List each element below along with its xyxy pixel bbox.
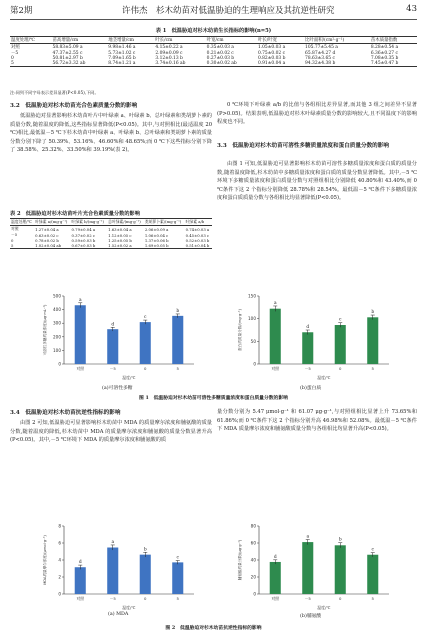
- fig1a-y-tick-label: 400: [53, 307, 61, 313]
- table1-cell: 5.73±1.02 c: [108, 50, 136, 56]
- table2-cell: 1.52±0.02 a: [108, 243, 132, 248]
- fig1a-significance-letter: d: [111, 322, 115, 328]
- page-number: 43: [406, 4, 417, 14]
- fig2a-bar: [107, 548, 118, 594]
- fig2b-significance-letter: d: [273, 554, 277, 560]
- fig1a-significance-letter: a: [78, 297, 82, 303]
- table1-cell: 105.77±5.45 a: [305, 44, 338, 50]
- fig2b-y-label: 脯氨酸质量分数/(μg·g⁻¹): [238, 539, 242, 581]
- fig2a-bar: [75, 567, 86, 594]
- fig1b-svg: [235, 290, 395, 382]
- fig2a-significance-letter: c: [176, 555, 179, 561]
- table1-caption: 表 1 低温胁迫对杉木幼苗生长指标的影响(n=5): [155, 28, 272, 34]
- section-3-2-text: 低温胁迫对显著影响杉木幼苗叶片中叶绿素 a、叶绿素 b、总叶绿素和类胡萝卜素的质量分数,随着温度的降低,这些指标显著降低(P<0.05)。其中,与对照相比(最适温度 20 ℃)相比,最低温－5 ℃下杉木幼苗中叶绿素 a、叶绿素 b、总叶绿素和类胡萝卜素的质量分数分别下降了 50.39%、53.16%、46.60%和 48.65%;而 0 ℃下这些指标分别下降了 38.58%、25.32%、33.50%和 39.19%(表 2)。: [10, 113, 212, 154]
- table2-cell: 5: [11, 243, 14, 248]
- table1-cell: 8.28±0.54 a: [370, 44, 399, 50]
- fig1b-significance-letter: a: [273, 300, 277, 306]
- table1-cell: 0.35±0.03 a: [206, 44, 234, 50]
- table1-cell: 7.45±0.47 b: [370, 61, 399, 66]
- fig2b-svg: [235, 520, 395, 612]
- fig2a-x-tick-label: 0: [144, 596, 147, 601]
- table2-header-cell: 总叶绿素/(mg·g⁻¹): [107, 219, 144, 226]
- fig1b-x-tick-label: 0: [339, 366, 342, 371]
- fig1b-x-tick-label: 5: [371, 366, 374, 371]
- section-3-4-heading: 3.4 低温胁迫对杉木幼苗抗逆性指标的影响: [10, 410, 121, 416]
- table1-cell: 0.30±0.02 ab: [206, 61, 237, 66]
- fig1a-y-tick-label: 300: [53, 320, 61, 326]
- table1-cell: 9.98±1.46 a: [108, 44, 136, 50]
- table1-header-cell: 苗高增量/cm: [52, 37, 108, 44]
- table2-cell: 对照: [11, 226, 19, 231]
- fig2b-subcaption: (b)脯氨酸: [300, 614, 322, 619]
- table1-header-cell: 比叶面积/(cm²·g⁻¹): [304, 37, 370, 44]
- fig2b-x-label: 温度/℃: [317, 605, 331, 610]
- fig1b-y-tick-label: 0: [253, 361, 256, 367]
- fig2b-x-tick-label: －5: [304, 596, 311, 601]
- fig2a-significance-letter: a: [111, 539, 115, 545]
- table2-cell: 0.37±0.02 c: [71, 232, 95, 238]
- fig2a-significance-letter: d: [78, 560, 82, 566]
- table2-cell: 1.37±0.06 b: [144, 238, 169, 243]
- table2-cell: 0.74±0.03 a: [185, 226, 210, 232]
- fig2b-y-tick-label: 40: [250, 557, 256, 563]
- table1-cell: 3.12±0.13 b: [155, 56, 183, 61]
- table2-cell: 0.51±0.04 b: [185, 243, 210, 248]
- fig1a-bar: [172, 316, 183, 364]
- section-3-4-text: 由图 2 可知,低温胁迫可显著影响杉木幼苗中 MDA 的质量摩尔浓度和脯氨酸的质量分数,随着温度的降低,杉木幼苗中 MDA 的质量摩尔浓度和脯氨酸的质量分数显著升高(P<0.05)。其中,－5 ℃环境下 MDA 的质量摩尔浓度和脯氨酸的质: [10, 420, 212, 444]
- fig2a-significance-letter: b: [143, 547, 147, 553]
- fig2a-svg: [40, 520, 200, 612]
- table1-header-cell: 苗木质量指数: [370, 37, 417, 44]
- table2-header-cell: 叶绿素 a/b: [185, 219, 212, 226]
- fig2a-subcaption: (a) MDA: [108, 612, 129, 617]
- fig1b-x-label: 温度/℃: [317, 375, 331, 380]
- fig2b-bar: [270, 562, 281, 594]
- fig2b-significance-letter: a: [306, 534, 310, 540]
- table2-cell: 1.69±0.05 b: [144, 243, 169, 248]
- fig2b-bar: [367, 555, 378, 594]
- table1-cell: 0.27±0.03 b: [206, 56, 235, 61]
- fig2a-y-tick-label: 6: [58, 540, 61, 546]
- table1-cell: －5: [11, 51, 19, 56]
- table2-cell: 0.59±0.03 b: [71, 238, 96, 243]
- table1-cell: 47.37±2.55 c: [52, 50, 83, 56]
- table2-caption: 表 2 低温胁迫对杉木幼苗叶片光合色素质量分数的影响: [10, 211, 140, 217]
- table2-cell: 1.25±0.05 b: [108, 238, 132, 243]
- table2-header-cell: 类胡萝卜素/(mg·g⁻¹): [144, 219, 185, 226]
- table1-header-cell: 叶宽/cm: [206, 37, 257, 44]
- table2-cell: 2.06±0.09 a: [144, 226, 169, 232]
- table1-header-row: [10, 37, 417, 44]
- table2-cell: 0.67±0.03 b: [71, 243, 96, 248]
- table1-cell: 3.74±0.16 ab: [155, 61, 186, 66]
- fig1b-significance-letter: c: [339, 317, 342, 323]
- table1-cell: 65.87±4.27 d: [305, 50, 336, 56]
- fig2a-y-label: MDA质量摩尔浓度/(μmol·g⁻¹): [43, 535, 47, 585]
- table2: [10, 218, 212, 249]
- fig2b-significance-letter: b: [338, 537, 342, 543]
- fig1b-y-label: 蛋白质质量分数/(mg·g⁻¹): [238, 309, 242, 351]
- table2-cell: 0.52±0.03 b: [185, 238, 210, 243]
- fig2a-y-tick-label: 4: [58, 557, 61, 563]
- fig1a-y-label: 可溶性多糖质量浓度/(μg·mL⁻¹): [43, 304, 47, 356]
- fig1b-bar: [367, 317, 378, 364]
- table1-cell: 对照: [11, 45, 20, 50]
- table1-cell: 58.83±5.09 a: [52, 44, 83, 50]
- fig2b-bar: [302, 542, 313, 594]
- fig2b-x-tick-label: 0: [339, 596, 342, 601]
- fig1a-y-tick-label: 100: [53, 347, 61, 353]
- fig2b-x-tick-label: 对照: [271, 596, 280, 601]
- table1-cell: 6.36±0.27 c: [370, 50, 398, 56]
- fig1a-y-tick-label: 200: [53, 334, 61, 340]
- table2-cell: 0.45±0.03 c: [185, 232, 210, 238]
- fig1b-y-tick-label: 50: [250, 338, 256, 344]
- table1: [10, 36, 417, 67]
- fig2a-x-tick-label: 对照: [76, 596, 85, 601]
- table1-cell: 78.63±3.65 c: [305, 56, 335, 61]
- table2-header-row: [10, 219, 212, 226]
- table2-cell: 1.06±0.04 c: [144, 232, 169, 238]
- fig1a-subcaption: (a)可溶性多糖: [102, 386, 133, 391]
- table2-header-cell: 叶绿素 b/(mg·g⁻¹): [71, 219, 108, 226]
- fig2a-y-tick-label: 2: [58, 574, 61, 580]
- section-3-2-heading: 3.2 低温胁迫对杉木幼苗光合色素质量分数的影响: [10, 103, 138, 109]
- running-title: 许伟杰 杉木幼苗对低温胁迫的生理响应及其抗逆性研究: [122, 6, 335, 16]
- fig1a-y-tick-label: 0: [58, 361, 61, 367]
- fig2b-significance-letter: c: [371, 547, 374, 553]
- fig1a-x-tick-label: 对照: [76, 366, 85, 371]
- table1-cell: 2.09±0.09 c: [155, 50, 183, 56]
- issue-number: 第2期: [10, 6, 33, 16]
- table1-cell: 4.15±0.22 a: [155, 44, 183, 50]
- table1-cell: 0.21±0.02 c: [206, 50, 234, 56]
- fig2a-x-tick-label: 5: [176, 596, 179, 601]
- table1-header-cell: 温度处理/℃: [10, 37, 52, 44]
- fig1a-x-tick-label: －5: [109, 366, 116, 371]
- fig1b-bar: [302, 332, 313, 364]
- table1-row: [10, 61, 417, 67]
- fig1b-x-tick-label: 对照: [271, 366, 280, 371]
- fig1b-subcaption: (b)蛋白质: [300, 386, 322, 391]
- fig1a-x-tick-label: 5: [176, 366, 179, 371]
- table2-cell: 0.63±0.02 c: [35, 232, 59, 238]
- fig2b-y-tick-label: 20: [250, 574, 256, 580]
- fig2a-chart: [40, 520, 200, 612]
- fig1a-y-tick-label: 500: [53, 293, 61, 299]
- table2-header-cell: 温度处理/℃: [10, 219, 34, 226]
- fig1b-y-tick-label: 100: [248, 316, 256, 322]
- table2-cell: 0.78±0.02 b: [35, 238, 59, 243]
- fig2a-y-tick-label: 8: [58, 523, 61, 529]
- table2-cell: 0: [11, 238, 14, 243]
- right-column-intro-text: 0 ℃环境下叶绿素 a/b 的比值与各组相比差异显著,而其他 3 组之间差异不显著(P>0.05)。结果表明,低温胁迫对杉木叶绿素质量分数的影响较大,且不同温度下的影响程度也不同。: [217, 102, 417, 126]
- table2-cell: －5: [11, 232, 18, 237]
- table1-cell: 56.72±3.32 ab: [52, 61, 86, 66]
- fig1a-bar: [140, 322, 151, 364]
- fig2a-y-tick-label: 0: [58, 591, 61, 597]
- fig2b-y-tick-label: 80: [250, 523, 256, 529]
- fig1a-x-label: 温度/℃: [122, 375, 136, 380]
- table1-header-cell: 叶长/叶宽: [257, 37, 304, 44]
- table2-cell: 1.27±0.04 a: [35, 226, 59, 232]
- table2-cell: 1.12±0.05 c: [108, 232, 132, 238]
- fig1b-chart: [235, 290, 395, 382]
- table1-cell: 0.75±0.02 c: [257, 50, 286, 56]
- fig1b-bar: [335, 325, 346, 364]
- fig1b-x-tick-label: －5: [304, 366, 311, 371]
- table2-cell: 1.02±0.04 ab: [35, 243, 62, 248]
- fig1b-significance-letter: d: [306, 325, 310, 330]
- fig2b-chart: [235, 520, 395, 612]
- section-3-3-text: 由图 1 可知,低温胁迫可显著影响杉木幼苗可溶性多糖质量浓度和蛋白质的质量分数,随着温度降低,杉木幼苗中多糖质量浓度和蛋白质的质量分数显著降低。其中,－5 ℃环境下多糖质量浓度和蛋白质量分数与对照组相比分别降低 40.80%和 43.40%,而 0 ℃条件下这 2 个指标分别降低 28.78%和 28.54%。最低温－5 ℃条件下多糖质量浓度和蛋白质质量分数与各组相比均显著降低(P<0.05)。: [217, 161, 417, 202]
- fig1a-x-tick-label: 0: [144, 366, 147, 371]
- table2-header-cell: 叶绿素 a/(mg·g⁻¹): [34, 219, 70, 226]
- table2-cell: 0.79±0.04 a: [71, 226, 96, 232]
- table1-header-cell: 地茎增量/cm: [107, 37, 154, 44]
- fig2a-x-tick-label: －5: [109, 596, 116, 601]
- fig1a-bar: [75, 305, 86, 364]
- table1-cell: 1.05±0.03 a: [257, 44, 286, 50]
- fig2b-y-tick-label: 60: [250, 540, 256, 546]
- fig1b-y-tick-label: 150: [248, 293, 256, 299]
- fig1b-bar: [270, 309, 281, 364]
- table1-cell: 7.08±0.35 b: [370, 56, 399, 61]
- fig1a-svg: [40, 290, 200, 382]
- table1-cell: 0: [11, 56, 14, 61]
- fig2b-bar: [335, 545, 346, 594]
- fig2a-bar: [172, 562, 183, 594]
- right-column-bottom-text: 量分数分别为 5.47 μmol·g⁻¹ 和 61.07 μg·g⁻¹,与对照组相比显著上升 73.65%和 61.86%;而 0 ℃条件下这 2 个指标分别升高 46.98%和 52.08%。最低温－5 ℃条件下 MDA 质量摩尔浓度和脯氨酸质量分数与各组相比均显著升高(P<0.05)。: [217, 409, 417, 433]
- table1-cell: 7.09±1.65 b: [108, 56, 136, 61]
- fig2a-bar: [140, 555, 151, 594]
- fig1a-bar: [107, 329, 118, 364]
- fig1a-significance-letter: b: [176, 308, 180, 314]
- section-3-3-heading: 3.3 低温胁迫对杉木幼苗可溶性多糖质量浓度和蛋白质量分数的影响: [217, 143, 389, 149]
- table1-cell: 0.91±0.04 a: [257, 61, 286, 66]
- table2-cell: 1.63±0.04 a: [108, 226, 132, 232]
- header-rule: [10, 19, 417, 20]
- fig1-caption: 图 1 低温胁迫对杉木幼苗可溶性多糖质量浓度和蛋白质量分数的影响: [139, 395, 288, 401]
- fig2-caption: 图 2 低温胁迫对杉木幼苗抗逆性指标的影响: [165, 625, 262, 631]
- fig2b-y-tick-label: 0: [253, 591, 256, 597]
- table1-cell: 0.82±0.03 b: [257, 56, 286, 61]
- fig1b-significance-letter: b: [371, 310, 375, 316]
- table1-cell: 94.32±4.38 b: [305, 61, 336, 66]
- table2-row: [10, 243, 212, 249]
- table1-cell: 5: [11, 61, 14, 66]
- table1-header-cell: 叶长/cm: [154, 37, 205, 44]
- fig1a-significance-letter: c: [144, 315, 147, 321]
- fig1a-chart: [40, 290, 200, 382]
- fig2b-x-tick-label: 5: [371, 596, 374, 601]
- table1-cell: 50.81±2.97 b: [52, 56, 83, 61]
- fig2a-x-label: 温度/℃: [122, 605, 136, 610]
- table1-cell: 8.74±1.21 a: [108, 61, 136, 66]
- table1-note: 注:同列不同字母表示差异显著(P<0.05),下同。: [10, 90, 99, 95]
- running-header: [10, 4, 417, 18]
